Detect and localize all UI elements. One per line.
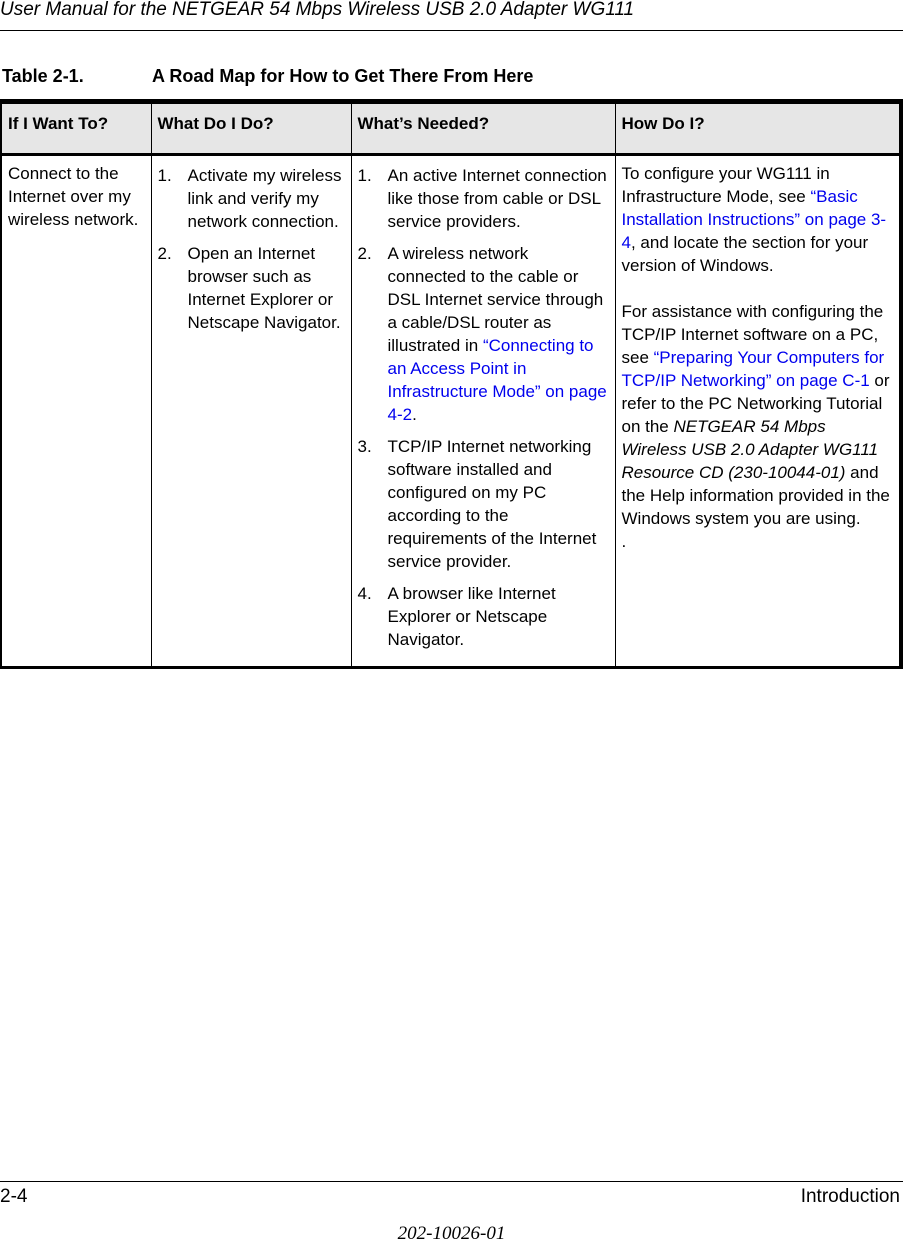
road-map-table: [0, 99, 903, 669]
step-text: Open an Internet browser such as Internet Explorer or Netscape Navigator.: [187, 244, 341, 332]
page-number: 2-4: [0, 1186, 28, 1207]
list-item: [358, 164, 609, 233]
manual-title: User Manual for the NETGEAR 54 Mbps Wireless USB 2.0 Adapter WG111: [0, 0, 635, 20]
cell-how: [615, 155, 901, 668]
item-text: TCP/IP Internet networking software installed and configured on my PC according to the requirements of the Internet service provider.: [387, 437, 597, 571]
item-number: 3.: [357, 437, 372, 456]
column-header-how: How Do I?: [615, 102, 901, 155]
list-item: [358, 435, 609, 573]
item-text: A wireless network connected to the cable or DSL Internet service through a cable/DSL router as illustrated in: [387, 244, 604, 355]
link-basic-installation[interactable]: “Basic Installation Instructions” on page 3-4: [621, 187, 887, 252]
table-header-row: [1, 102, 901, 155]
how-text: To configure your WG111 in Infrastructure Mode, see: [621, 164, 830, 206]
table-row: [1, 155, 901, 668]
table-number: Table 2-1.: [2, 66, 84, 86]
running-header: [0, 0, 903, 31]
item-text-tail: .: [412, 405, 417, 424]
how-text: or refer to the PC Networking Tutorial on the: [621, 371, 890, 436]
section-name: Introduction: [800, 1186, 900, 1207]
step-text: Activate my wireless link and verify my network connection.: [187, 166, 342, 231]
needed-list: [358, 164, 609, 651]
list-item: [358, 242, 609, 426]
list-item: [158, 164, 345, 233]
link-preparing-computers[interactable]: “Preparing Your Computers for TCP/IP Networking” on page C-1: [621, 348, 885, 390]
how-trailing-period: .: [621, 532, 627, 551]
how-text: For assistance with configuring the TCP/IP Internet software on a PC, see: [621, 302, 884, 367]
running-footer: [0, 1181, 903, 1207]
document-number: 202-10026-01: [397, 1223, 506, 1244]
resource-cd-title: NETGEAR 54 Mbps Wireless USB 2.0 Adapter WG111 Resource CD (230-10044-01): [621, 417, 879, 482]
link-access-point-mode[interactable]: “Connecting to an Access Point in Infrastructure Mode” on page 4-2: [387, 336, 607, 424]
column-header-do: What Do I Do?: [151, 102, 351, 155]
table-title: A Road Map for How to Get There From Here: [152, 66, 534, 86]
cell-do: [151, 155, 351, 668]
step-number: 2.: [157, 244, 172, 263]
item-text: A browser like Internet Explorer or Netscape Navigator.: [387, 584, 556, 649]
how-paragraph-configure: [622, 162, 893, 277]
column-header-want: If I Want To?: [1, 102, 151, 155]
step-number: 1.: [157, 166, 172, 185]
how-paragraph-tcpip: [622, 300, 893, 530]
how-text: , and locate the section for your version of Windows.: [621, 233, 869, 275]
item-text: An active Internet connection like those from cable or DSL service providers.: [387, 166, 607, 231]
item-number: 4.: [357, 584, 372, 603]
how-text: and the Help information provided in the Windows system you are using.: [621, 463, 890, 528]
cell-want: Connect to the Internet over my wireless network.: [1, 155, 151, 668]
item-number: 1.: [357, 166, 372, 185]
list-item: [358, 582, 609, 651]
item-number: 2.: [357, 244, 372, 263]
list-item: [158, 242, 345, 334]
column-header-needed: What’s Needed?: [351, 102, 615, 155]
paragraph-gap: [622, 277, 893, 300]
do-steps-list: [158, 164, 345, 334]
table-caption: [2, 65, 533, 87]
cell-needed: [351, 155, 615, 668]
